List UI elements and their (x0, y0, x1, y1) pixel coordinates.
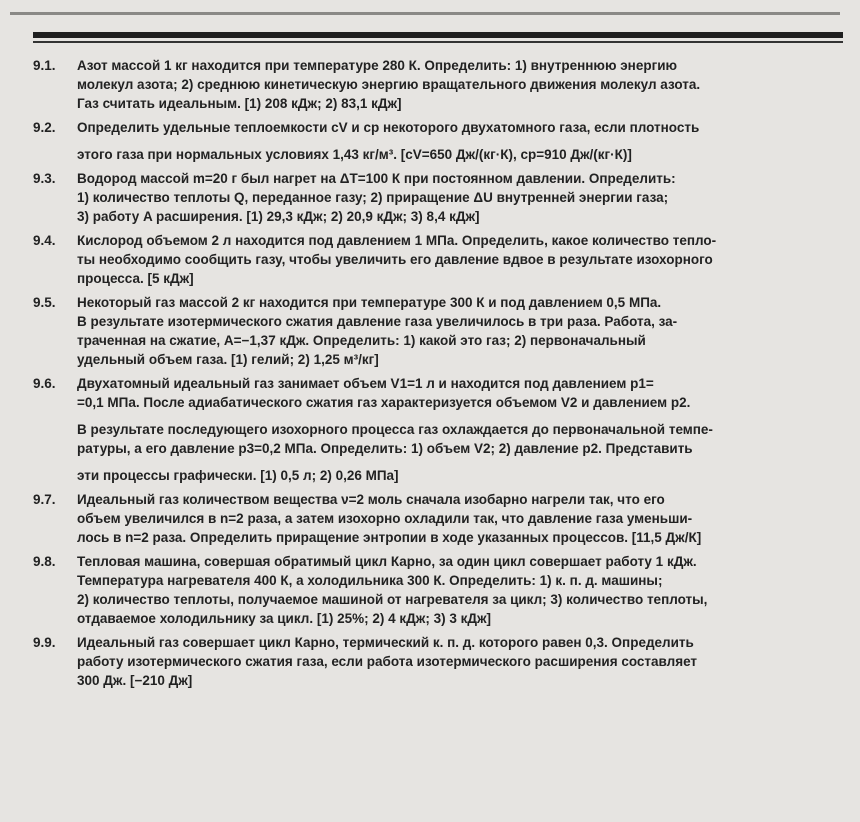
problem-text-line: Температура нагревателя 400 К, а холодильника 300 К. Определить: 1) к. п. д. машины; (77, 573, 663, 588)
problem-number: 9.5. (33, 295, 56, 310)
problem-number: 9.3. (33, 171, 56, 186)
problem-9-8 (0, 552, 860, 628)
problem-text-line: Азот массой 1 кг находится при температуре 280 К. Определить: 1) внутреннюю энергию (77, 58, 678, 73)
problem-list (0, 56, 860, 695)
problem-text-line: 300 Дж. [−210 Дж] (77, 673, 193, 688)
problem-text-line: молекул азота; 2) среднюю кинетическую энергию вращательного движения молекул азота. (77, 77, 701, 92)
problem-text-line: работу изотермического сжатия газа, если работа изотермического расширения составляет (77, 654, 698, 669)
problem-number: 9.2. (33, 120, 56, 135)
problem-text-line: Определить удельные теплоемкости cV и cp некоторого двухатомного газа, если плотность (77, 120, 700, 135)
problem-number: 9.6. (33, 376, 56, 391)
problem-9-1 (0, 56, 860, 113)
problem-text-line: объем увеличился в n=2 раза, а затем изохорно охладили так, что давление газа уменьши- (77, 511, 693, 526)
problem-9-7 (0, 490, 860, 547)
problem-text-line: этого газа при нормальных условиях 1,43 кг/м³. [cV=650 Дж/(кг·К), cp=910 Дж/(кг·К)] (77, 147, 632, 162)
problem-9-9 (0, 633, 860, 690)
problem-text-line: Водород массой m=20 г был нагрет на ΔT=100 К при постоянном давлении. Определить: (77, 171, 676, 186)
problem-text-line: В результате изотермического сжатия давление газа увеличилось в три раза. Работа, за- (77, 314, 678, 329)
problem-number: 9.8. (33, 554, 56, 569)
problem-9-5 (0, 293, 860, 369)
problem-text-line: Двухатомный идеальный газ занимает объем V1=1 л и находится под давлением p1= (77, 376, 654, 391)
problem-9-2 (0, 118, 860, 164)
problem-text-line: Идеальный газ совершает цикл Карно, термический к. п. д. которого равен 0,3. Определить (77, 635, 694, 650)
problem-text-line: ратуры, а его давление p3=0,2 МПа. Определить: 1) объем V2; 2) давление p2. Представить (77, 441, 693, 456)
problem-text-line: Некоторый газ массой 2 кг находится при температуре 300 К и под давлением 0,5 МПа. (77, 295, 662, 310)
header-thin-rule (33, 41, 843, 43)
problem-text-line: 2) количество теплоты, получаемое машиной от нагревателя за цикл; 3) количество теплоты, (77, 592, 708, 607)
header-thick-rule (33, 32, 843, 38)
problem-number: 9.7. (33, 492, 56, 507)
problem-text-line: траченная на сжатие, A=−1,37 кДж. Определить: 1) какой это газ; 2) первоначальный (77, 333, 646, 348)
problem-number: 9.4. (33, 233, 56, 248)
problem-text-line: процесса. [5 кДж] (77, 271, 194, 286)
problem-text-line: удельный объем газа. [1) гелий; 2) 1,25 м³/кг] (77, 352, 379, 367)
problem-text-line: =0,1 МПа. После адиабатического сжатия газ характеризуется объемом V2 и давлением p2. (77, 395, 691, 410)
problem-text-line: ты необходимо сообщить газу, чтобы увеличить его давление вдвое в результате изохорного (77, 252, 713, 267)
top-border-line (10, 12, 840, 15)
problem-text-line: 1) количество теплоты Q, переданное газу; 2) приращение ΔU внутренней энергии газа; (77, 190, 669, 205)
problem-text-line: эти процессы графически. [1) 0,5 л; 2) 0,26 МПа] (77, 468, 399, 483)
problem-number: 9.9. (33, 635, 56, 650)
problem-text-line: отдаваемое холодильнику за цикл. [1) 25%; 2) 4 кДж; 3) 3 кДж] (77, 611, 492, 626)
problem-9-3 (0, 169, 860, 226)
problem-text-line: Идеальный газ количеством вещества ν=2 моль сначала изобарно нагрели так, что его (77, 492, 665, 507)
problem-text-line: лось в n=2 раза. Определить приращение энтропии в ходе указанных процессов. [11,5 Дж/К] (77, 530, 702, 545)
problem-9-4 (0, 231, 860, 288)
problem-text-line: Газ считать идеальным. [1) 208 кДж; 2) 83,1 кДж] (77, 96, 402, 111)
problem-number: 9.1. (33, 58, 56, 73)
problem-text-line: Кислород объемом 2 л находится под давлением 1 МПа. Определить, какое количество тепло- (77, 233, 717, 248)
problem-text-line: 3) работу A расширения. [1) 29,3 кДж; 2) 20,9 кДж; 3) 8,4 кДж] (77, 209, 480, 224)
problem-text-line: Тепловая машина, совершая обратимый цикл Карно, за один цикл совершает работу 1 кДж. (77, 554, 697, 569)
problem-9-6 (0, 374, 860, 485)
problem-text-line: В результате последующего изохорного процесса газ охлаждается до первоначальной темпе- (77, 422, 713, 437)
